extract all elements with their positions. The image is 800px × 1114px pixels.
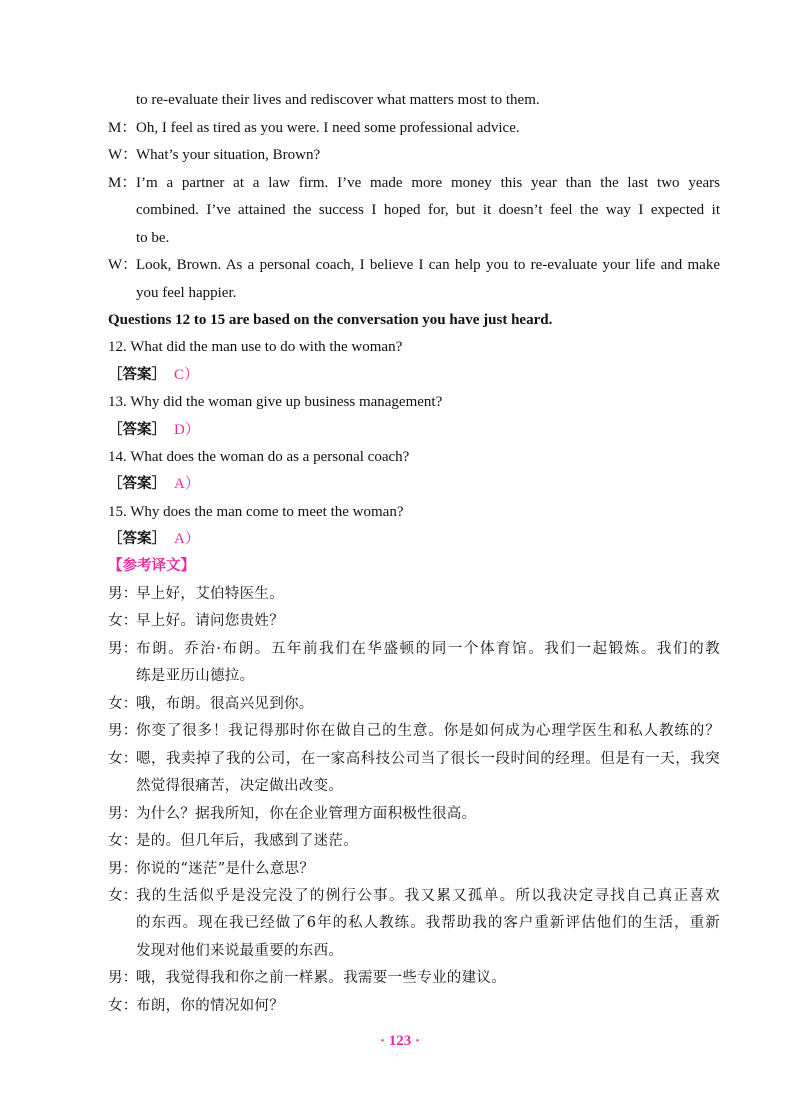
speaker-label: 女： <box>108 998 138 1014</box>
speaker-label: M： <box>108 120 137 136</box>
page-number: · 123 · <box>379 1033 420 1049</box>
translation-line: 我的生活似乎是没完没了的例行公事。我又累又孤单。所以我决定寻找自己真正喜欢 <box>136 888 720 904</box>
speaker-label: 男： <box>108 806 138 822</box>
dialogue-line: Oh, I feel as tired as you were. I need some professional advice. <box>136 120 520 136</box>
translation-line: 发现对他们来说最重要的东西。 <box>136 943 344 959</box>
question-text: 13. Why did the woman give up business management? <box>108 394 443 410</box>
translation-line: 的东西。现在我已经做了6年的私人教练。我帮助我的客户重新评估他们的生活，重新 <box>136 915 720 931</box>
translation-line: 为什么？据我所知，你在企业管理方面积极性很高。 <box>136 806 477 822</box>
dialogue-line: to re-evaluate their lives and rediscover what matters most to them. <box>136 92 540 108</box>
dialogue-line: to be. <box>136 230 170 246</box>
speaker-label: 女： <box>108 751 138 767</box>
speaker-label: 男： <box>108 723 138 739</box>
translation-line: 你说的“迷茫”是什么意思？ <box>136 861 315 877</box>
question-text: 12. What did the man use to do with the woman? <box>108 339 403 355</box>
questions-header: Questions 12 to 15 are based on the conversation you have just heard. <box>108 312 553 328</box>
speaker-label: 男： <box>108 586 138 602</box>
speaker-label: 女： <box>108 888 138 904</box>
speaker-label: W： <box>108 257 138 273</box>
question-text: 15. Why does the man come to meet the woman? <box>108 504 404 520</box>
translation-line: 练是亚历山德拉。 <box>136 668 255 684</box>
answer-value: A） <box>174 531 200 547</box>
answer-value: D） <box>174 422 200 438</box>
speaker-label: 女： <box>108 833 138 849</box>
dialogue-line: Look, Brown. As a personal coach, I believe I can help you to re-evaluate your life and make <box>136 257 720 273</box>
speaker-label: 女： <box>108 613 138 629</box>
dialogue-line: you feel happier. <box>136 285 237 301</box>
dialogue-line: What’s your situation, Brown? <box>136 147 321 163</box>
speaker-label: 男： <box>108 641 138 657</box>
translation-line: 哦，我觉得我和你之前一样累。我需要一些专业的建议。 <box>136 970 506 986</box>
answer-value: C） <box>174 367 200 383</box>
translation-line: 早上好，艾伯特医生。 <box>136 586 284 602</box>
speaker-label: 女： <box>108 696 138 712</box>
speaker-label: W： <box>108 147 138 163</box>
translation-line: 是的。但几年后，我感到了迷茫。 <box>136 833 358 849</box>
translation-line: 你变了很多！我记得那时你在做自己的生意。你是如何成为心理学医生和私人教练的？ <box>136 723 720 739</box>
speaker-label: 男： <box>108 970 138 986</box>
reference-translation-heading: 【参考译文】 <box>108 558 195 574</box>
answer-label: ［答案］ <box>108 476 166 492</box>
translation-line: 布朗。乔治·布朗。五年前我们在华盛顿的同一个体育馆。我们一起锻炼。我们的教 <box>136 641 720 657</box>
dialogue-line: I’m a partner at a law firm. I’ve made more money this year than the last two years <box>136 175 720 191</box>
question-text: 14. What does the woman do as a personal coach? <box>108 449 410 465</box>
dialogue-line: combined. I’ve attained the success I hoped for, but it doesn’t feel the way I expected it <box>136 202 720 218</box>
translation-line: 早上好。请问您贵姓？ <box>136 613 284 629</box>
speaker-label: M： <box>108 175 137 191</box>
answer-value: A） <box>174 476 200 492</box>
translation-line: 哦，布朗。很高兴见到你。 <box>136 696 314 712</box>
translation-line: 然觉得很痛苦，决定做出改变。 <box>136 778 344 794</box>
answer-label: ［答案］ <box>108 367 166 383</box>
answer-label: ［答案］ <box>108 422 166 438</box>
translation-line: 嗯，我卖掉了我的公司，在一家高科技公司当了很长一段时间的经理。但是有一天，我突 <box>136 751 720 767</box>
answer-label: ［答案］ <box>108 531 166 547</box>
speaker-label: 男： <box>108 861 138 877</box>
translation-line: 布朗，你的情况如何？ <box>136 998 284 1014</box>
